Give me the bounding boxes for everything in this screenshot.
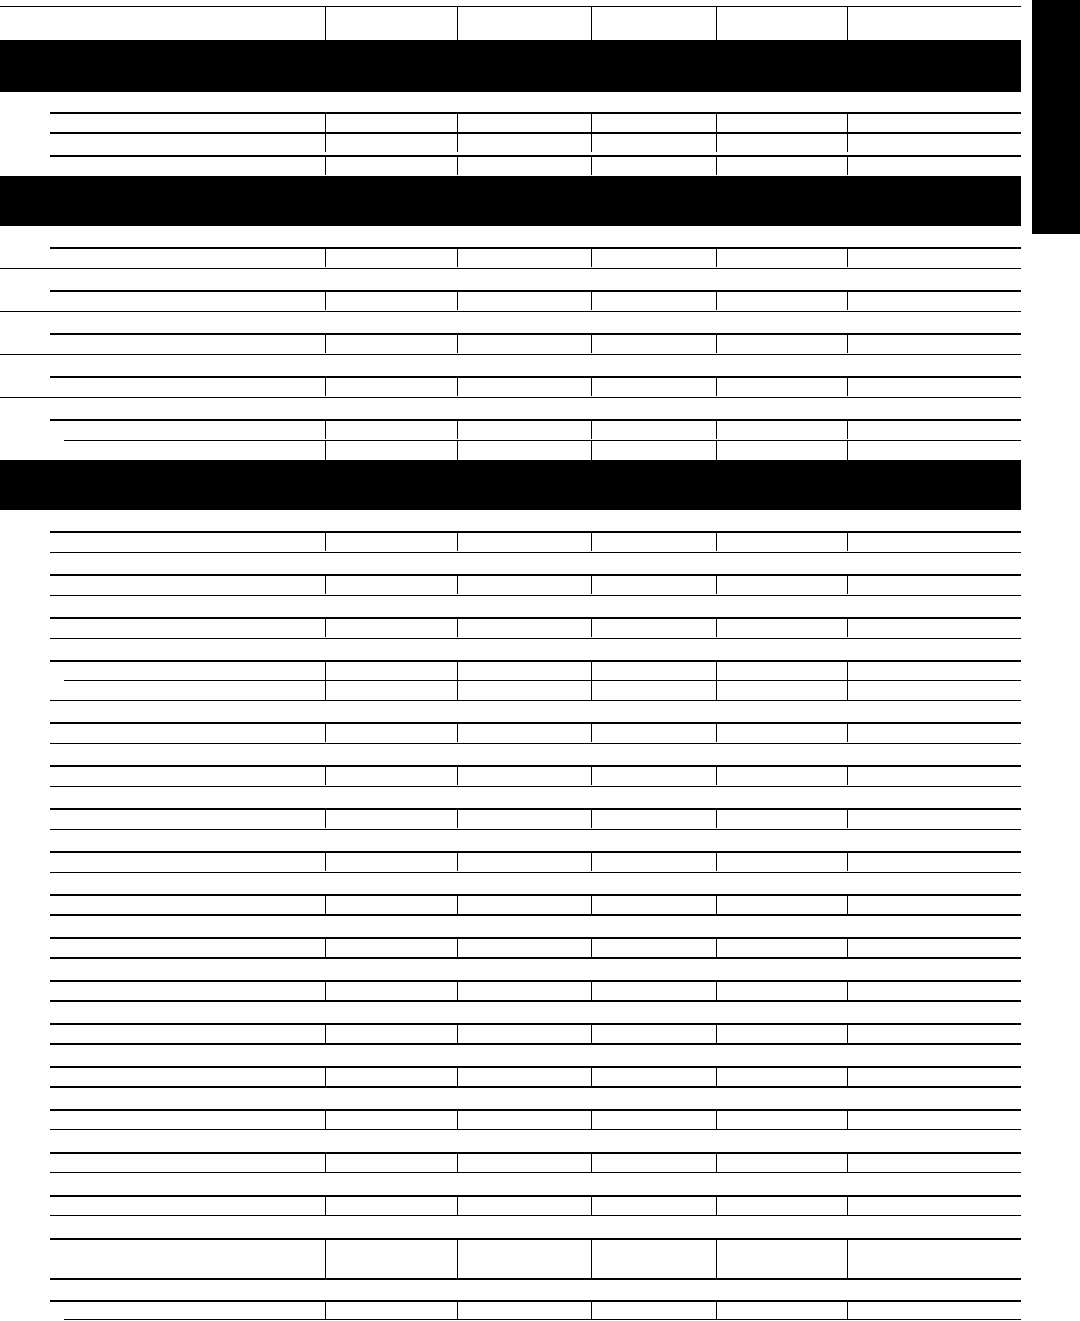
table-rule <box>50 155 1021 157</box>
column-divider <box>716 531 717 551</box>
table-rule <box>64 1319 1021 1320</box>
column-divider <box>457 1152 458 1172</box>
column-divider <box>716 155 717 175</box>
column-divider <box>457 155 458 175</box>
column-divider <box>847 1023 848 1043</box>
column-divider <box>457 1300 458 1320</box>
column-divider <box>847 980 848 1000</box>
column-divider <box>716 132 717 152</box>
column-divider <box>847 722 848 742</box>
column-divider <box>457 617 458 637</box>
column-divider <box>457 980 458 1000</box>
column-divider <box>591 937 592 957</box>
table-rule <box>50 980 1021 982</box>
column-divider <box>591 617 592 637</box>
table-rule <box>64 680 1021 681</box>
column-divider <box>716 574 717 594</box>
column-divider <box>716 376 717 396</box>
column-divider <box>716 419 717 439</box>
column-divider <box>591 1238 592 1278</box>
column-divider <box>591 247 592 267</box>
column-divider <box>457 333 458 353</box>
group-rule <box>50 1086 1021 1088</box>
column-divider <box>325 894 326 914</box>
table-rule <box>50 829 1021 830</box>
column-divider <box>591 980 592 1000</box>
column-divider <box>847 1152 848 1172</box>
table-rule <box>50 894 1021 896</box>
table-rule <box>50 937 1021 939</box>
column-divider <box>325 1300 326 1320</box>
column-divider <box>847 132 848 152</box>
table-rule <box>50 1152 1021 1154</box>
table-rule <box>50 660 1021 662</box>
table-rule <box>50 1023 1021 1025</box>
column-divider <box>325 617 326 637</box>
column-divider <box>847 574 848 594</box>
column-divider <box>716 6 717 40</box>
column-divider <box>591 290 592 310</box>
column-divider <box>457 247 458 267</box>
table-rule <box>50 1109 1021 1111</box>
column-divider <box>716 722 717 742</box>
column-divider <box>591 680 592 700</box>
column-divider <box>325 531 326 551</box>
column-divider <box>325 1109 326 1129</box>
column-divider <box>847 1066 848 1086</box>
column-divider <box>847 155 848 175</box>
header-rule <box>0 6 1021 7</box>
table-rule <box>50 552 1021 553</box>
table-rule <box>50 1066 1021 1068</box>
column-divider <box>325 1238 326 1278</box>
column-divider <box>325 980 326 1000</box>
column-divider <box>847 376 848 396</box>
column-divider <box>847 531 848 551</box>
group-rule <box>50 1043 1021 1045</box>
column-divider <box>716 1066 717 1086</box>
group-rule <box>0 397 1021 398</box>
table-rule <box>50 700 1021 701</box>
section-header-band <box>0 460 1021 510</box>
section-header-band <box>0 176 1021 226</box>
table-rule <box>50 247 1021 249</box>
column-divider <box>716 1023 717 1043</box>
column-divider <box>716 980 717 1000</box>
column-divider <box>847 1195 848 1215</box>
column-divider <box>325 1195 326 1215</box>
column-divider <box>591 851 592 871</box>
column-divider <box>457 132 458 152</box>
column-divider <box>847 112 848 132</box>
table-rule <box>50 1195 1021 1197</box>
column-divider <box>716 247 717 267</box>
column-divider <box>847 617 848 637</box>
column-divider <box>457 574 458 594</box>
table-rule <box>50 333 1021 335</box>
column-divider <box>716 1300 717 1320</box>
column-divider <box>716 1238 717 1278</box>
column-divider <box>847 290 848 310</box>
column-divider <box>591 419 592 439</box>
column-divider <box>457 531 458 551</box>
column-divider <box>457 419 458 439</box>
column-divider <box>847 1109 848 1129</box>
column-divider <box>325 376 326 396</box>
table-rule <box>50 595 1021 596</box>
column-divider <box>716 1195 717 1215</box>
column-divider <box>591 894 592 914</box>
column-divider <box>847 937 848 957</box>
table-rule <box>50 638 1021 639</box>
column-divider <box>716 851 717 871</box>
column-divider <box>457 808 458 828</box>
column-divider <box>591 440 592 460</box>
table-rule <box>50 531 1021 533</box>
column-divider <box>591 765 592 785</box>
column-divider <box>847 247 848 267</box>
column-divider <box>591 155 592 175</box>
column-divider <box>591 722 592 742</box>
column-divider <box>457 722 458 742</box>
column-divider <box>457 112 458 132</box>
column-divider <box>716 112 717 132</box>
column-divider <box>457 290 458 310</box>
column-divider <box>457 1066 458 1086</box>
column-divider <box>457 1238 458 1278</box>
column-divider <box>716 765 717 785</box>
column-divider <box>847 1300 848 1320</box>
table-rule <box>50 722 1021 724</box>
column-divider <box>457 894 458 914</box>
column-divider <box>457 765 458 785</box>
table-rule <box>50 743 1021 744</box>
column-divider <box>457 1109 458 1129</box>
column-divider <box>457 376 458 396</box>
table-rule <box>50 1129 1021 1130</box>
column-divider <box>716 937 717 957</box>
column-divider <box>457 1023 458 1043</box>
column-divider <box>847 851 848 871</box>
column-divider <box>591 132 592 152</box>
column-divider <box>716 333 717 353</box>
section-header-band <box>0 40 1021 90</box>
column-divider <box>847 419 848 439</box>
column-divider <box>847 894 848 914</box>
table-rule <box>50 1238 1021 1240</box>
table-rule <box>64 440 1021 441</box>
column-divider <box>325 722 326 742</box>
column-divider <box>457 1195 458 1215</box>
column-divider <box>325 937 326 957</box>
table-rule <box>50 872 1021 873</box>
table-rule <box>50 1215 1021 1216</box>
column-divider <box>325 1023 326 1043</box>
column-divider <box>325 1152 326 1172</box>
column-divider <box>325 112 326 132</box>
column-divider <box>457 6 458 40</box>
group-rule <box>50 914 1021 916</box>
table-rule <box>50 376 1021 378</box>
table-rule <box>50 112 1021 114</box>
table-rule <box>50 1172 1021 1173</box>
side-tab <box>1032 0 1080 234</box>
column-divider <box>457 851 458 871</box>
band-rule <box>0 90 1021 92</box>
column-divider <box>325 6 326 40</box>
column-divider <box>716 1109 717 1129</box>
column-divider <box>847 440 848 460</box>
column-divider <box>457 937 458 957</box>
group-rule <box>50 1278 1021 1280</box>
group-rule <box>0 354 1021 355</box>
table-rule <box>50 765 1021 767</box>
column-divider <box>325 808 326 828</box>
column-divider <box>325 290 326 310</box>
column-divider <box>325 132 326 152</box>
column-divider <box>325 440 326 460</box>
column-divider <box>591 574 592 594</box>
column-divider <box>591 1066 592 1086</box>
column-divider <box>716 440 717 460</box>
table-rule <box>50 786 1021 787</box>
column-divider <box>591 6 592 40</box>
column-divider <box>591 531 592 551</box>
column-divider <box>457 680 458 700</box>
column-divider <box>591 1023 592 1043</box>
column-divider <box>325 851 326 871</box>
column-divider <box>591 1300 592 1320</box>
column-divider <box>325 660 326 680</box>
column-divider <box>847 765 848 785</box>
column-divider <box>591 808 592 828</box>
table-rule <box>50 419 1021 421</box>
table-rule <box>50 851 1021 853</box>
group-rule <box>50 1000 1021 1002</box>
group-rule <box>50 957 1021 959</box>
column-divider <box>325 419 326 439</box>
column-divider <box>325 155 326 175</box>
column-divider <box>591 1195 592 1215</box>
column-divider <box>847 660 848 680</box>
column-divider <box>716 660 717 680</box>
column-divider <box>716 808 717 828</box>
column-divider <box>457 440 458 460</box>
column-divider <box>325 333 326 353</box>
column-divider <box>847 1238 848 1278</box>
column-divider <box>325 247 326 267</box>
column-divider <box>325 1066 326 1086</box>
column-divider <box>716 290 717 310</box>
table-rule <box>50 574 1021 576</box>
table-rule <box>50 1300 1021 1302</box>
column-divider <box>716 894 717 914</box>
column-divider <box>716 680 717 700</box>
column-divider <box>847 6 848 40</box>
column-divider <box>325 680 326 700</box>
column-divider <box>847 680 848 700</box>
column-divider <box>325 574 326 594</box>
column-divider <box>591 112 592 132</box>
table-rule <box>50 290 1021 292</box>
column-divider <box>716 1152 717 1172</box>
group-rule <box>0 311 1021 312</box>
group-rule <box>0 268 1021 269</box>
table-rule <box>50 132 1021 133</box>
column-divider <box>716 617 717 637</box>
column-divider <box>457 660 458 680</box>
column-divider <box>591 1152 592 1172</box>
column-divider <box>591 333 592 353</box>
column-divider <box>847 333 848 353</box>
column-divider <box>591 1109 592 1129</box>
column-divider <box>591 376 592 396</box>
column-divider <box>325 765 326 785</box>
column-divider <box>847 808 848 828</box>
column-divider <box>591 660 592 680</box>
table-rule <box>50 617 1021 619</box>
table-rule <box>50 808 1021 810</box>
